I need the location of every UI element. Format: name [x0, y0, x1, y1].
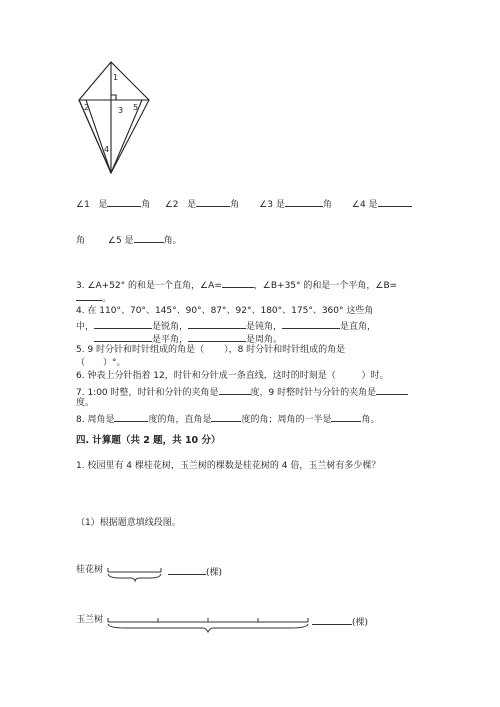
full-blank[interactable] — [188, 331, 246, 342]
question-4-text: 4. 在 110°、70°、145°、90°、87°、92°、180°、175°、360° 这些角 — [76, 306, 374, 316]
question-8-text-a: 8. 周角是 — [76, 415, 115, 425]
segment-row-1-label: 桂花树 — [76, 565, 104, 575]
question-8 — [76, 411, 380, 426]
angle-1-is: 是 — [98, 200, 108, 210]
angle-1-label: ∠1 — [76, 200, 90, 210]
question-7-text-b: 度，9 时整时针与分针的夹角是 — [250, 388, 377, 398]
indent-blank — [76, 332, 94, 342]
segment-row-2-blank[interactable] — [312, 614, 352, 625]
angle-b-blank[interactable] — [76, 290, 102, 301]
question-7-text-c: 度。 — [76, 398, 95, 408]
acute-label: 是锐角， — [152, 322, 189, 332]
kite-figure — [70, 60, 160, 180]
angle-2-suffix: 角 — [230, 200, 240, 210]
acute-blank[interactable] — [94, 318, 152, 329]
angle-3-suffix: 角 — [322, 200, 332, 210]
problem-1-text: 1. 校园里有 4 棵桂花树，玉兰树的棵数是桂花树的 4 倍，玉兰树有多少棵？ — [76, 461, 381, 471]
angle-4-blank[interactable] — [378, 196, 412, 207]
angle-2-label: ∠2 — [164, 200, 179, 210]
question-3-text-a: 3. ∠A+52° 的和是一个直角，∠A= — [76, 281, 222, 291]
straight-label: 是平角， — [152, 335, 189, 345]
angle-label-4: 4 — [104, 145, 110, 154]
segment-row-1-blank[interactable] — [168, 564, 206, 575]
angle-3-label: ∠3 是 — [259, 200, 285, 210]
full-angle-blank[interactable] — [114, 411, 148, 422]
angle-900-blank[interactable] — [376, 384, 408, 395]
question-5-text-a: 5. 9 时分针和时针组成的角是（ — [76, 345, 205, 355]
angle-3-blank[interactable] — [285, 196, 323, 207]
half-full-blank[interactable] — [331, 411, 361, 422]
angle-4-suffix: 角 — [76, 236, 86, 246]
question-6-text-a: 6. 钟表上分针指着 12，时针和分针成一条直线，这时的时刻是（ — [76, 371, 336, 381]
question-3-end: 。 — [102, 294, 112, 304]
right-label: 是直角， — [340, 322, 377, 332]
angle-1-blank[interactable] — [107, 196, 141, 207]
question-5-text-c: （ ）°。 — [76, 358, 126, 368]
angle-5-suffix: 角。 — [163, 236, 182, 246]
question-4-line-1 — [76, 305, 373, 317]
right-blank[interactable] — [282, 318, 340, 329]
angle-question-row-1 — [76, 196, 412, 211]
segment-row-1-unit: (棵) — [206, 568, 223, 578]
angle-label-3: 3 — [118, 106, 124, 115]
angle-4-label: ∠4 是 — [351, 200, 378, 210]
question-8-text-b: 度的角，直角是 — [148, 415, 212, 425]
question-5-line-2 — [76, 357, 126, 369]
question-7-line-2 — [76, 397, 94, 409]
angle-5-blank[interactable] — [134, 232, 164, 243]
angle-question-row-2 — [76, 232, 182, 247]
segment-row-2-answer — [312, 614, 368, 629]
question-7-line-1 — [76, 384, 408, 399]
angle-5-label: ∠5 是 — [107, 236, 134, 246]
angle-1-suffix: 角 — [141, 200, 151, 210]
question-5-line-1 — [76, 344, 345, 356]
question-3-line-1 — [76, 277, 397, 292]
angle-label-1: 1 — [113, 73, 119, 82]
question-8-text-c: 度的角；周角的一半是 — [241, 415, 332, 425]
kite-inner-line — [86, 100, 111, 173]
question-8-text-d: 角。 — [361, 415, 380, 425]
angle-label-5: 5 — [133, 103, 139, 112]
question-3-text-b: ，∠B+35° 的和是一个平角，∠B= — [253, 281, 398, 291]
full-label: 是周角。 — [246, 335, 283, 345]
segment-row-1-answer — [168, 564, 222, 579]
angle-2-is: 是 — [187, 200, 197, 210]
segment-row-2-diagram — [105, 611, 313, 635]
question-3-line-2 — [76, 290, 111, 305]
question-7-text-a: 7. 1:00 时整，时针和分针的夹角是 — [76, 388, 219, 398]
straight-blank[interactable] — [94, 331, 152, 342]
section-4-title: 四. 计算题（共 2 题，共 10 分） — [76, 435, 221, 446]
segment-row-2-label: 玉兰树 — [76, 615, 104, 625]
right-angle-blank[interactable] — [211, 411, 241, 422]
segment-1-brace — [108, 574, 161, 581]
obtuse-label: 是钝角， — [246, 322, 283, 332]
obtuse-blank[interactable] — [188, 318, 246, 329]
problem-1-sub-1: （1）根据题意填线段图。 — [76, 518, 181, 528]
angle-100-blank[interactable] — [219, 384, 251, 395]
question-4-zhong: 中， — [76, 322, 95, 332]
angle-label-2: 2 — [84, 103, 90, 112]
question-6-text-b: ）时。 — [361, 371, 389, 381]
right-angle-mark — [111, 95, 116, 100]
question-6 — [76, 370, 389, 382]
segment-row-1-diagram — [105, 562, 167, 582]
segment-2-brace — [108, 624, 308, 632]
segment-row-2-unit: (棵) — [352, 618, 369, 628]
angle-a-blank[interactable] — [222, 277, 254, 288]
angle-2-blank[interactable] — [196, 196, 230, 207]
question-5-text-b: ），8 时分针和时针组成的角是 — [224, 345, 346, 355]
